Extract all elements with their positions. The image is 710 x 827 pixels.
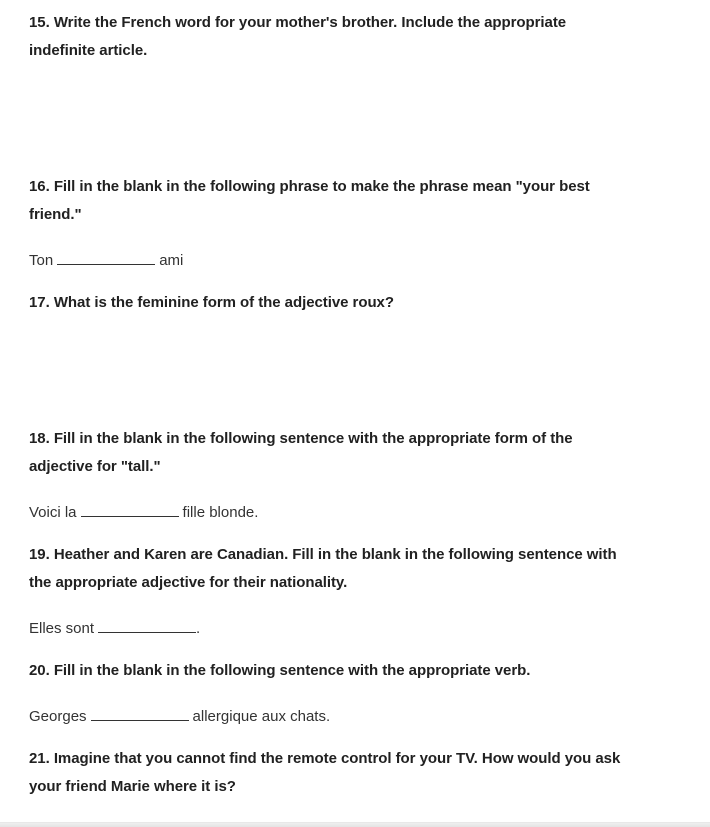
page-bottom-divider: [0, 822, 710, 827]
question-16-text: 16. Fill in the blank in the following phrase to make the phrase mean "your best friend.": [29, 178, 590, 223]
question-20-text: 20. Fill in the blank in the following sentence with the appropriate verb.: [29, 662, 531, 679]
question-18-prompt: [29, 502, 258, 523]
question-21-text: 21. Imagine that you cannot find the remote control for your TV. How would you ask your friend Marie where it is?: [29, 750, 621, 795]
question-18-text: 18. Fill in the blank in the following sentence with the appropriate form of the adjective for "tall.": [29, 430, 573, 475]
question-17-text: 17. What is the feminine form of the adjective roux?: [29, 294, 394, 311]
question-20-prompt: [29, 706, 330, 727]
answer-blank-16[interactable]: [57, 250, 155, 265]
question-19-text: 19. Heather and Karen are Canadian. Fill in the blank in the following sentence with the appropriate adjective for their nationality.: [29, 546, 617, 591]
answer-blank-20[interactable]: [91, 706, 189, 721]
question-16-prompt-before: Ton: [29, 252, 54, 269]
question-20-prompt-before: Georges: [29, 708, 87, 725]
answer-blank-19[interactable]: [98, 618, 196, 633]
question-19-prompt-before: Elles sont: [29, 620, 95, 637]
question-15-text: 15. Write the French word for your mother's brother. Include the appropriate indefinite article.: [29, 14, 567, 59]
question-19-prompt: [29, 618, 200, 639]
question-20-prompt-after: allergique aux chats.: [192, 708, 331, 725]
question-16-prompt: [29, 250, 183, 271]
answer-blank-18[interactable]: [81, 502, 179, 517]
question-19-prompt-after: .: [196, 620, 201, 637]
question-18-prompt-before: Voici la: [29, 504, 77, 521]
question-16-prompt-after: ami: [159, 252, 184, 269]
question-18-prompt-after: fille blonde.: [182, 504, 259, 521]
